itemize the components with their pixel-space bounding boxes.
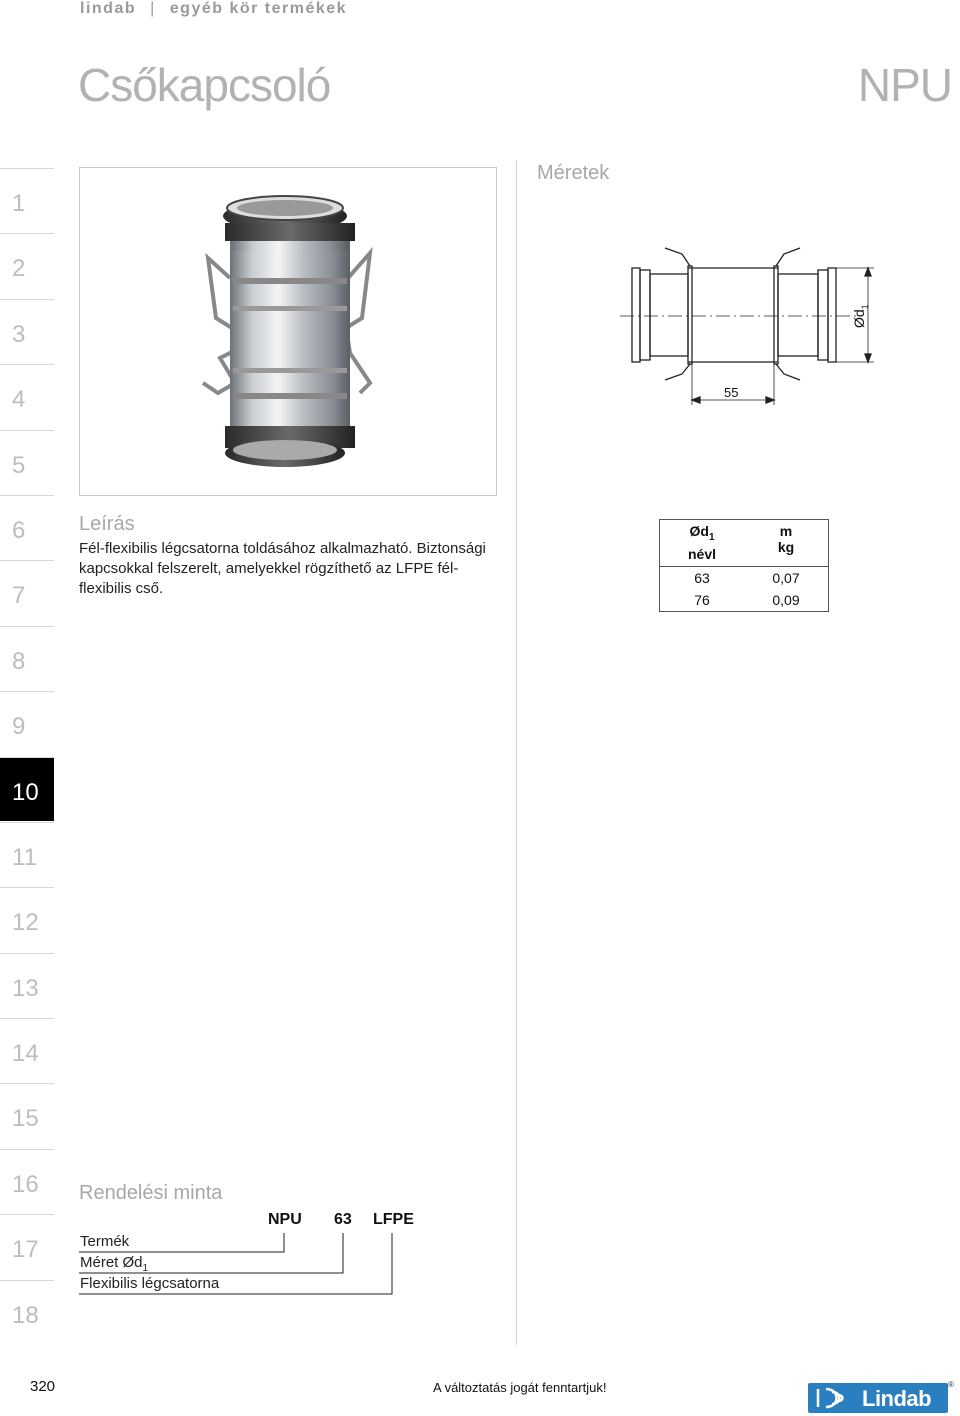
- order-label-duct: Flexibilis légcsatorna: [80, 1275, 220, 1292]
- chapter-tab-label: 11: [12, 843, 37, 871]
- chapter-tab-label: 15: [12, 1105, 39, 1133]
- chapter-tabs: [0, 168, 54, 1345]
- table-header-mass: [744, 523, 828, 562]
- dimensions-table: [659, 519, 829, 612]
- chapter-tab-6[interactable]: [0, 495, 54, 560]
- brand-text: lindab: [80, 0, 137, 17]
- tab-divider: [0, 364, 54, 365]
- table-cell: 63: [694, 569, 710, 586]
- tab-divider: [0, 233, 54, 234]
- chapter-tab-1[interactable]: [0, 168, 54, 233]
- table-col-subscript: 1: [708, 531, 715, 543]
- chapter-tab-10[interactable]: [0, 757, 54, 822]
- product-code: NPU: [857, 59, 952, 111]
- registered-mark: ®: [948, 1380, 954, 1389]
- tab-divider: [0, 1149, 54, 1150]
- tab-divider: [0, 757, 54, 758]
- chapter-tab-label: 2: [12, 255, 26, 283]
- chapter-tab-2[interactable]: [0, 233, 54, 298]
- tab-divider: [0, 626, 54, 627]
- table-col-unit: névl: [687, 545, 716, 562]
- chapter-tab-label: 10: [12, 778, 39, 806]
- chapter-tab-9[interactable]: [0, 691, 54, 756]
- table-col-title: m: [779, 523, 793, 539]
- tab-divider: [0, 887, 54, 888]
- order-leader-lines: [79, 1180, 459, 1310]
- lindab-logo: [808, 1383, 948, 1413]
- chapter-tab-label: 9: [12, 713, 26, 741]
- chapter-tab-label: 13: [12, 974, 39, 1002]
- diameter-subscript: 1: [859, 304, 870, 310]
- chapter-tab-label: 5: [12, 451, 26, 479]
- tab-divider: [0, 1214, 54, 1215]
- coupling-illustration: [80, 168, 496, 495]
- chapter-tab-label: 4: [12, 386, 26, 414]
- chapter-tab-label: 1: [12, 190, 26, 217]
- order-example: [79, 1180, 459, 1310]
- chapter-tab-15[interactable]: [0, 1083, 54, 1148]
- order-code-product: NPU: [268, 1211, 302, 1228]
- table-col-title: Ød: [689, 523, 709, 539]
- tab-divider: [0, 691, 54, 692]
- chapter-tab-13[interactable]: [0, 953, 54, 1018]
- page-title: Csőkapcsoló: [78, 59, 331, 111]
- breadcrumb: [80, 0, 347, 20]
- column-divider: [516, 160, 517, 1345]
- chapter-tab-11[interactable]: [0, 822, 54, 887]
- footer-note: A változtatás jogát fenntartjuk!: [433, 1380, 607, 1395]
- dimension-drawing: [610, 240, 880, 410]
- diameter-symbol: Ød: [851, 309, 867, 328]
- table-cell: 76: [694, 591, 710, 608]
- tab-divider: [0, 822, 54, 823]
- chapter-tab-3[interactable]: [0, 299, 54, 364]
- chapter-tab-label: 7: [12, 582, 26, 610]
- logo-mark-icon: [814, 1386, 858, 1410]
- dimensions-heading: Méretek: [537, 162, 610, 184]
- table-header: [660, 520, 828, 567]
- order-heading: Rendelési minta: [79, 1182, 223, 1204]
- order-code-size: 63: [334, 1211, 352, 1228]
- order-label-size-subscript: 1: [142, 1263, 149, 1274]
- order-code-duct: LFPE: [373, 1211, 414, 1228]
- chapter-tab-label: 17: [12, 1236, 39, 1264]
- chapter-tab-7[interactable]: [0, 560, 54, 625]
- category-text: egyéb kör termékek: [169, 0, 348, 17]
- description-text: Fél-flexibilis légcsatorna toldásához alkalmazható. Biztonsági kapcsokkal felszerelt, amelyekkel rögzíthető az LFPE fél-flexibilis cső.: [79, 540, 486, 597]
- order-label-product: Termék: [80, 1233, 130, 1250]
- chapter-tab-label: 12: [12, 909, 39, 937]
- chapter-tab-label: 8: [12, 647, 26, 675]
- tab-divider: [0, 1018, 54, 1019]
- logo-text: Lindab: [862, 1386, 932, 1411]
- tab-divider: [0, 560, 54, 561]
- chapter-tab-label: 14: [12, 1040, 39, 1068]
- chapter-tab-18[interactable]: [0, 1280, 54, 1345]
- tab-divider: [0, 953, 54, 954]
- tab-divider: [0, 1083, 54, 1084]
- chapter-tab-5[interactable]: [0, 430, 54, 495]
- length-dimension-label: 55: [724, 385, 739, 400]
- chapter-tab-4[interactable]: [0, 364, 54, 429]
- diameter-dimension-label: [851, 304, 870, 328]
- chapter-tab-12[interactable]: [0, 887, 54, 952]
- tab-divider: [0, 430, 54, 431]
- chapter-tab-label: 18: [12, 1301, 39, 1329]
- chapter-tab-8[interactable]: [0, 626, 54, 691]
- tab-divider: [0, 1280, 54, 1281]
- table-cell: 0,09: [772, 591, 800, 608]
- table-row: [660, 567, 828, 589]
- table-row: [660, 589, 828, 611]
- table-col-unit: kg: [777, 539, 795, 555]
- table-cell: 0,07: [772, 569, 800, 586]
- chapter-tab-label: 16: [12, 1170, 39, 1198]
- tab-divider: [0, 495, 54, 496]
- table-header-diameter: [660, 523, 744, 562]
- order-label-size-text: Méret Ød: [80, 1254, 143, 1271]
- product-photo: [79, 167, 497, 496]
- breadcrumb-separator: |: [150, 0, 156, 17]
- chapter-tab-label: 6: [12, 516, 26, 544]
- chapter-tab-16[interactable]: [0, 1149, 54, 1214]
- page-number: 320: [30, 1378, 56, 1395]
- description-heading: Leírás: [79, 513, 135, 535]
- tab-divider: [0, 168, 54, 169]
- chapter-tab-14[interactable]: [0, 1018, 54, 1083]
- tab-divider: [0, 299, 54, 300]
- chapter-tab-label: 3: [12, 320, 26, 348]
- chapter-tab-17[interactable]: [0, 1214, 54, 1279]
